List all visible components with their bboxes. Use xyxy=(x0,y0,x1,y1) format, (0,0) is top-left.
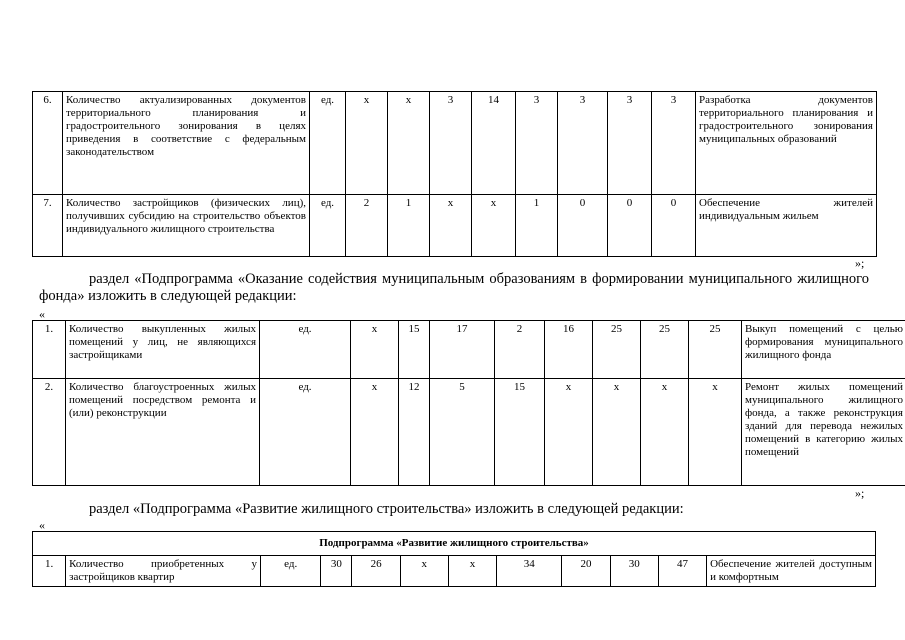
value-cell: 34 xyxy=(497,556,562,587)
subprogram-title: Подпрограмма «Развитие жилищного строительства» xyxy=(33,532,876,556)
indicator-name: Количество актуализированных документов территориального планирования и градостроительного зонирования в целях приведения в соответствие с федеральным законодательством xyxy=(63,92,310,195)
indicator-name: Количество приобретенных у застройщиков квартир xyxy=(66,556,261,587)
paragraph-text: раздел «Подпрограмма «Оказание содействия муниципальным образованиям в формировании муниципального жилищного фонда» изложить в следующей редакции: xyxy=(39,271,869,304)
row-number: 1. xyxy=(33,556,66,587)
value-cell: 15 xyxy=(495,379,545,486)
value-cell: 14 xyxy=(472,92,516,195)
value-cell: 15 xyxy=(399,321,430,379)
indicator-name: Количество застройщиков (физических лиц), получивших субсидию на строительство объектов индивидуального жилищного строительства xyxy=(63,195,310,257)
value-cell: 17 xyxy=(430,321,495,379)
row-number: 2. xyxy=(33,379,66,486)
closing-quote: »; xyxy=(855,256,865,270)
value-cell: х xyxy=(641,379,689,486)
value-cell: х xyxy=(388,92,430,195)
row-number: 6. xyxy=(33,92,63,195)
unit-cell: ед. xyxy=(310,195,346,257)
value-cell: 20 xyxy=(562,556,610,587)
value-cell: 26 xyxy=(352,556,400,587)
value-cell: х xyxy=(689,379,742,486)
value-cell: 25 xyxy=(689,321,742,379)
value-cell: 16 xyxy=(545,321,593,379)
result-cell: Ремонт жилых помещений муниципального жилищного фонда, а также реконструкция зданий для перевода нежилых помещений в категорию жилых помещений xyxy=(742,379,905,486)
value-cell: 30 xyxy=(321,556,352,587)
value-cell: х xyxy=(472,195,516,257)
row-number: 7. xyxy=(33,195,63,257)
value-cell: 0 xyxy=(652,195,696,257)
row-number: 1. xyxy=(33,321,66,379)
value-cell: х xyxy=(593,379,641,486)
value-cell: 1 xyxy=(516,195,558,257)
value-cell: 3 xyxy=(558,92,608,195)
unit-cell: ед. xyxy=(260,379,351,486)
value-cell: х xyxy=(351,321,399,379)
value-cell: х xyxy=(351,379,399,486)
indicator-name: Количество благоустроенных жилых помещений посредством ремонта и (или) реконструкции xyxy=(66,379,260,486)
unit-cell: ед. xyxy=(260,321,351,379)
value-cell: 2 xyxy=(346,195,388,257)
value-cell: 12 xyxy=(399,379,430,486)
closing-quote: »; xyxy=(855,486,865,500)
result-cell: Разработка документов территориального планирования и градостроительного зонирования муниципальных образований xyxy=(696,92,877,195)
table-row xyxy=(33,321,905,379)
table-row xyxy=(33,556,876,587)
value-cell: 1 xyxy=(388,195,430,257)
unit-cell: ед. xyxy=(261,556,321,587)
value-cell: х xyxy=(430,195,472,257)
value-cell: 3 xyxy=(652,92,696,195)
value-cell: 25 xyxy=(641,321,689,379)
result-cell: Обеспечение жителей индивидуальным жильем xyxy=(696,195,877,257)
table-3 xyxy=(32,531,876,587)
unit-cell: ед. xyxy=(310,92,346,195)
value-cell: 30 xyxy=(610,556,658,587)
table-1 xyxy=(32,91,877,257)
value-cell: 5 xyxy=(430,379,495,486)
value-cell: 47 xyxy=(658,556,706,587)
value-cell: х xyxy=(545,379,593,486)
section-paragraph xyxy=(39,271,869,305)
table-row xyxy=(33,379,905,486)
result-cell: Выкуп помещений с целью формирования муниципального жилищного фонда xyxy=(742,321,905,379)
value-cell: 25 xyxy=(593,321,641,379)
table-header-row xyxy=(33,532,876,556)
value-cell: х xyxy=(346,92,388,195)
value-cell: 2 xyxy=(495,321,545,379)
value-cell: 0 xyxy=(558,195,608,257)
value-cell: х xyxy=(448,556,496,587)
value-cell: 3 xyxy=(430,92,472,195)
table-row xyxy=(33,92,877,195)
value-cell: 3 xyxy=(516,92,558,195)
indicator-name: Количество выкупленных жилых помещений у лиц, не являющихся застройщиками xyxy=(66,321,260,379)
opening-quote: « xyxy=(39,307,45,321)
table-row xyxy=(33,195,877,257)
value-cell: 0 xyxy=(608,195,652,257)
opening-quote: « xyxy=(39,518,45,532)
section-paragraph xyxy=(39,501,869,518)
table-2 xyxy=(32,320,905,486)
value-cell: 3 xyxy=(608,92,652,195)
result-cell: Обеспечение жителей доступным и комфортным xyxy=(707,556,876,587)
value-cell: х xyxy=(400,556,448,587)
paragraph-text: раздел «Подпрограмма «Развитие жилищного строительства» изложить в следующей редакции: xyxy=(89,501,684,517)
